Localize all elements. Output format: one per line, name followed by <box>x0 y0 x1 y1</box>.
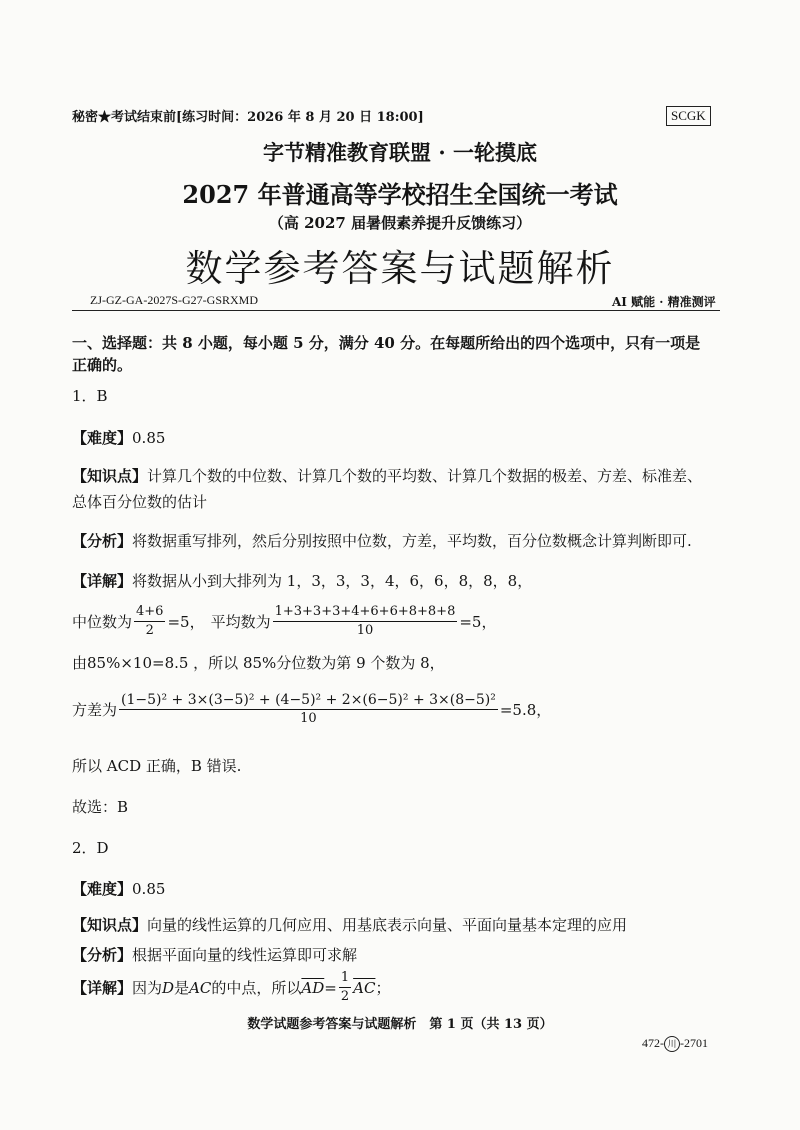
page-code-circle: 川 <box>664 1036 680 1052</box>
variance-fraction <box>119 692 498 727</box>
analysis-tag: 【分析】 <box>72 532 133 550</box>
equals-sign: = <box>324 978 337 997</box>
detail-tag: 【详解】 <box>72 572 133 590</box>
mean-fraction <box>273 604 458 639</box>
vector-ad: $\overline{AD}$ <box>301 978 325 997</box>
q1-answer: 1．B <box>72 387 108 405</box>
q1-difficulty <box>72 427 165 449</box>
q1-variance-line <box>72 692 551 727</box>
analysis-text: 根据平面向量的线性运算即可求解 <box>132 946 358 964</box>
point-d: D <box>162 978 175 997</box>
difficulty-tag: 【难度】 <box>72 880 133 898</box>
analysis-text: 将数据重写排列，然后分别按照中位数，方差，平均数，百分位数概念计算判断即可. <box>132 532 692 550</box>
detail-tag: 【详解】 <box>72 978 133 997</box>
subject-code-box: SCGK <box>666 106 711 126</box>
document-code: ZJ-GZ-GA-2027S-G27-GSRXMD <box>90 293 258 307</box>
detail-text-b: 是 <box>174 978 190 997</box>
knowledge-text: 计算几个数的中位数、计算几个数的平均数、计算几个数据的极差、方差、标准差、 <box>147 467 703 485</box>
q1-percentile-line: 由85%×10=8.5 ，所以 85%分位数为第 9 个数为 8， <box>72 654 445 672</box>
page-code-left: 472- <box>642 1036 664 1050</box>
knowledge-tag: 【知识点】 <box>72 916 148 934</box>
q1-choice: 故选：B <box>72 798 129 816</box>
q2-detail <box>72 970 390 1005</box>
mean-result: =5， <box>459 612 497 631</box>
mean-prefix: 平均数为 <box>210 612 271 631</box>
variance-denominator: 10 <box>300 711 317 726</box>
knowledge-tag: 【知识点】 <box>72 467 148 485</box>
median-numerator: 4+6 <box>134 604 165 622</box>
median-denominator: 2 <box>145 623 154 638</box>
difficulty-value: 0.85 <box>132 880 166 898</box>
alliance-title: 字节精准教育联盟 · 一轮摸底 <box>263 140 537 165</box>
segment-ac: AC <box>189 978 212 997</box>
analysis-tag: 【分析】 <box>72 946 133 964</box>
mean-numerator: 1+3+3+3+4+6+6+8+8+8 <box>273 604 458 622</box>
q1-analysis <box>72 530 692 552</box>
page-title: 数学参考答案与试题解析 <box>185 247 615 290</box>
q1-knowledge-line2: 总体百分位数的估计 <box>72 493 208 511</box>
page-code <box>642 1036 708 1052</box>
variance-result: =5.8， <box>499 700 552 719</box>
knowledge-text: 向量的线性运算的几何应用、用基底表示向量、平面向量基本定理的应用 <box>147 916 628 934</box>
difficulty-value: 0.85 <box>132 429 166 447</box>
variance-numerator: (1−5)² + 3×(3−5)² + (4−5)² + 2×(6−5)² + 3×(8−5)² <box>121 692 496 708</box>
difficulty-tag: 【难度】 <box>72 429 133 447</box>
detail-end: ； <box>375 978 391 997</box>
q1-detail <box>72 570 532 592</box>
q2-answer: 2．D <box>72 839 109 857</box>
header-divider <box>72 310 720 311</box>
q2-analysis <box>72 944 357 966</box>
section-heading-line2: 正确的。 <box>72 356 133 374</box>
detail-text-a: 因为 <box>132 978 163 997</box>
q1-median-mean-line <box>72 604 496 639</box>
median-result: =5， <box>167 612 205 631</box>
detail-text-c: 的中点，所以 <box>211 978 302 997</box>
half-numerator: 1 <box>339 970 351 988</box>
median-fraction <box>134 604 165 639</box>
page-footer: 数学试题参考答案与试题解析 第 1 页（共 13 页） <box>247 1017 553 1032</box>
page-code-right: -2701 <box>680 1036 708 1050</box>
q2-difficulty <box>72 878 165 900</box>
mean-denominator: 10 <box>356 623 374 638</box>
half-fraction <box>339 970 351 1005</box>
section-heading-line1: 一、选择题：共 8 小题，每小题 5 分，满分 40 分。在每题所给出的四个选项中，只有一项是 <box>72 334 701 352</box>
detail-text: 将数据从小到大排列为 1，3，3，3，4，6，6，8，8，8， <box>132 572 533 590</box>
half-denominator: 2 <box>340 989 350 1004</box>
variance-prefix: 方差为 <box>72 700 118 719</box>
exam-title: 2027 年普通高等学校招生全国统一考试 <box>182 180 618 209</box>
q2-knowledge <box>72 914 627 936</box>
confidential-notice: 秘密★考试结束前[练习时间：2026 年 8 月 20 日 18:00] <box>72 110 424 125</box>
exam-subtitle: （高 2027 届暑假素养提升反馈练习） <box>268 214 532 232</box>
slogan: AI 赋能 · 精准测评 <box>612 295 716 309</box>
q1-knowledge-line1 <box>72 465 702 487</box>
q1-conclusion: 所以 ACD 正确，B 错误. <box>72 757 242 775</box>
median-prefix: 中位数为 <box>72 612 133 631</box>
vector-ac: $\overline{AC}$ <box>353 978 376 997</box>
